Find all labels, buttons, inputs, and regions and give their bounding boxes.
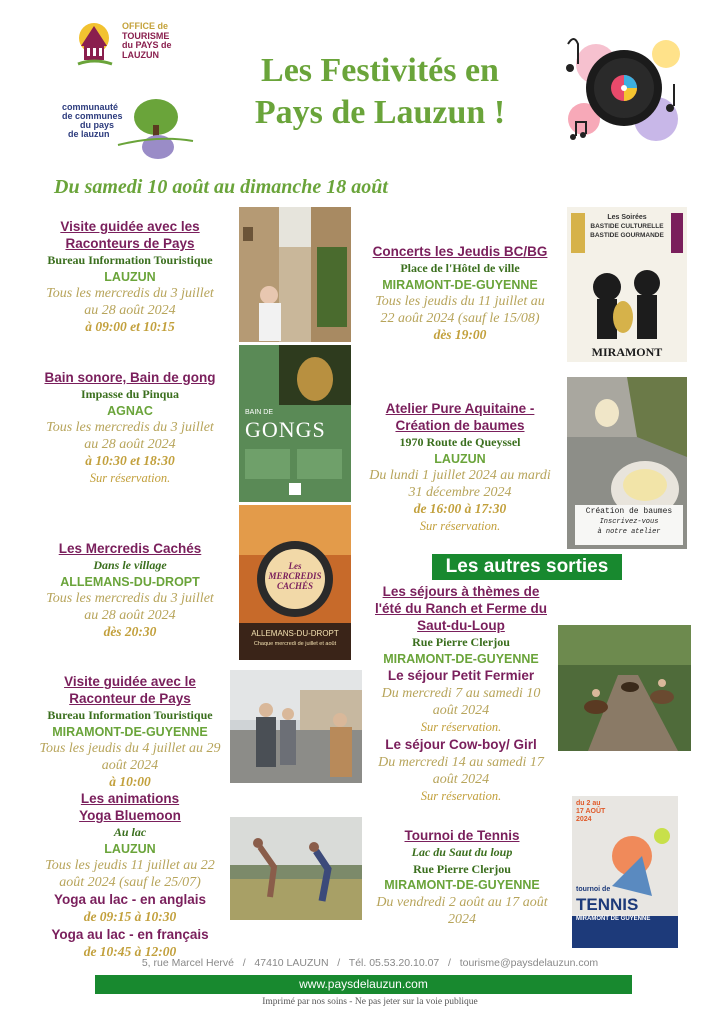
event-place: Rue Pierre Clerjou [412, 635, 510, 649]
office-logo-line4: LAUZUN [122, 49, 159, 60]
event-date-line1: Tous les jeudis du 11 juillet au [375, 294, 545, 309]
communaute-logo-line2: de communes [62, 111, 123, 121]
event-sejours-ranch [358, 583, 564, 804]
event-town: MIRAMONT-DE-GUYENNE [382, 277, 538, 292]
event-town: MIRAMONT-DE-GUYENNE [52, 724, 208, 739]
poster-bastide-culturelle [567, 207, 687, 362]
event-time: dès 20:30 [103, 624, 157, 639]
event-time-english: de 09:15 à 10:30 [83, 909, 177, 924]
communaute-logo-line1: communauté [62, 102, 119, 112]
tennis-poster-title: TENNIS [576, 895, 639, 914]
event-place: Au lac [113, 825, 147, 839]
event-session-english: Yoga au lac - en anglais [53, 892, 207, 907]
event-date-line1: Tous les mercredis du 3 juillet [46, 286, 214, 301]
event-date-line2: au 28 août 2024 [84, 437, 176, 452]
page-title-line2: Pays de Lauzun ! [254, 94, 506, 131]
event-place: Dans le village [93, 558, 167, 572]
event-bain-de-gong [28, 369, 232, 486]
event-date-line2: août 2024 (sauf le 25/07) [59, 875, 201, 890]
page-title [200, 50, 560, 134]
event-date-line2: 22 août 2024 (sauf le 15/08) [380, 311, 540, 326]
event-place-line2: Rue Pierre Clerjou [413, 861, 511, 876]
event-title-line2[interactable]: Création de baumes [395, 418, 525, 433]
event-place: Bureau Information Touristique [47, 253, 213, 267]
event-date-line2: au 28 août 2024 [84, 303, 176, 318]
event-place: 1970 Route de Queyssel [399, 435, 521, 449]
event-town: MIRAMONT-DE-GUYENNE [383, 651, 539, 666]
communaute-logo-line3: du pays [80, 120, 115, 130]
event-title-line1[interactable]: Les animations [80, 791, 180, 806]
event-title[interactable]: Les Mercredis Cachés [58, 541, 202, 556]
mercredis-poster-line2: MERCREDIS [268, 571, 322, 581]
event-title[interactable]: Bain sonore, Bain de gong [44, 370, 216, 385]
event-session-french: Yoga au lac - en français [51, 926, 209, 942]
event-concerts-jeudis [360, 243, 560, 344]
gongs-poster-line1: BAIN DE [245, 409, 274, 416]
event-town: MIRAMONT-DE-GUYENNE [384, 878, 540, 892]
page-title-line1: Les Festivités en [261, 52, 499, 89]
event-session-cowboy: Le séjour Cow-boy/ Girl [385, 736, 537, 752]
event-date-line2: août 2024 [101, 758, 159, 773]
event-time: de 16:00 à 17:30 [413, 501, 507, 516]
bastide-poster-line3: BASTIDE GOURMANDE [590, 232, 664, 239]
event-date-line1: Tous les jeudis du 4 juillet au 29 [39, 741, 221, 756]
bastide-poster-town: MIRAMONT [591, 345, 663, 359]
photo-creation-baumes [567, 377, 687, 549]
event-date-line1: Tous les mercredis du 3 juillet [46, 420, 214, 435]
event-date-line1: Tous les jeudis 11 juillet au 22 [45, 858, 215, 873]
event-title-line2[interactable]: Raconteurs de Pays [65, 236, 195, 251]
event-time: à 09:00 et 10:15 [85, 319, 175, 334]
event-session2-date-line1: Du mercredi 14 au samedi 17 [378, 754, 544, 770]
event-town: LAUZUN [104, 269, 156, 284]
mercredis-poster-line1: Les [288, 561, 302, 571]
photo-village-street [239, 207, 351, 342]
event-time: à 10:30 et 18:30 [85, 453, 175, 468]
other-outings-banner: Les autres sorties [432, 554, 622, 580]
event-reservation-note: Sur réservation. [419, 518, 501, 533]
tennis-poster-town: MIRAMONT DE GUYENNE [576, 916, 651, 922]
event-town: ALLEMANS-DU-DROPT [60, 574, 200, 589]
event-date-line2: 31 décembre 2024 [408, 485, 512, 500]
event-town: AGNAC [107, 403, 153, 418]
event-time: dès 19:00 [433, 327, 487, 342]
bastide-poster-line1: Les Soirées [607, 214, 647, 221]
event-title-line1[interactable]: Les séjours à thèmes de [382, 584, 540, 599]
event-title[interactable]: Tournoi de Tennis [404, 828, 520, 843]
event-place: Bureau Information Touristique [47, 708, 213, 722]
footer-address: 5, rue Marcel Hervé / 47410 LAUZUN / Tél. 05.53.20.10.07 / tourisme@paysdelauzun.com [141, 957, 599, 969]
event-title-line2[interactable]: Yoga Bluemoon [79, 808, 181, 823]
event-title-line1[interactable]: Visite guidée avec le [64, 674, 196, 689]
baumes-poster-line2: Inscrivez-vous [599, 518, 659, 526]
event-place: Impasse du Pinqua [80, 387, 180, 401]
event-session-petit-fermier: Le séjour Petit Fermier [387, 668, 535, 683]
event-atelier-pure-aquitaine [360, 400, 560, 534]
event-yoga-bluemoon [28, 790, 232, 960]
tennis-poster-line4: tournoi de [576, 886, 611, 893]
footer-website-link[interactable]: www.paysdelauzun.com [95, 975, 632, 994]
photo-horse-riding [558, 625, 691, 751]
event-town: LAUZUN [104, 841, 156, 856]
event-visite-guidee-lauzun [28, 218, 232, 336]
photo-yoga-lac [230, 817, 362, 920]
event-session1-date-line1: Du mercredi 7 au samedi 10 [381, 686, 541, 701]
event-town: LAUZUN [434, 451, 486, 466]
office-tourisme-logo [72, 16, 182, 72]
tennis-poster-line2: 17 AOÛT [576, 808, 606, 815]
event-place: Place de l'Hôtel de ville [400, 261, 520, 275]
event-place-line1: Lac du Saut du loup [411, 845, 513, 859]
event-date-line2: au 28 août 2024 [84, 608, 176, 623]
bastide-poster-line2: BASTIDE CULTURELLE [590, 223, 664, 230]
mercredis-poster-town: ALLEMANS-DU-DROPT [251, 629, 339, 638]
event-mercredis-caches [28, 540, 232, 641]
event-title-line3[interactable]: Saut-du-Loup [417, 618, 505, 633]
event-session1-note: Sur réservation. [420, 720, 502, 734]
poster-mercredis-caches [239, 505, 351, 660]
mercredis-poster-sub: Chaque mercredi de juillet et août [253, 641, 337, 647]
event-title[interactable]: Concerts les Jeudis BC/BG [372, 244, 548, 259]
poster-tournoi-tennis [572, 796, 678, 948]
footer-print-note: Imprimé par nos soins - Ne pas jeter sur la voie publique [262, 997, 478, 1007]
office-logo-line1: OFFICE de [122, 21, 169, 31]
event-title-line2[interactable]: Raconteur de Pays [69, 691, 191, 706]
office-logo-line3: du PAYS de [122, 40, 172, 50]
event-tournoi-tennis [360, 827, 564, 928]
communaute-logo-line4: de lauzun [68, 129, 110, 139]
event-visite-guidee-miramont [28, 673, 232, 791]
poster-bain-de-gongs [239, 345, 351, 502]
event-title-line1[interactable]: Visite guidée avec les [60, 219, 200, 234]
vinyl-record-icon [556, 24, 692, 152]
office-logo-line2: TOURISME [122, 30, 170, 41]
event-date-line1: Tous les mercredis du 3 juillet [46, 591, 214, 606]
event-session1-date-line2: août 2024 [432, 703, 490, 718]
event-date-line2: 2024 [448, 911, 476, 927]
event-session2-date-line2: août 2024 [432, 771, 490, 787]
mercredis-poster-line3: CACHÉS [276, 581, 314, 591]
event-title-line2[interactable]: l'été du Ranch et Ferme du [375, 601, 547, 616]
event-date-line1: Du vendredi 2 août au 17 août [376, 894, 548, 910]
gongs-poster-title: GONGS [245, 417, 326, 442]
date-range-heading: Du samedi 10 août au dimanche 18 août [54, 176, 388, 198]
event-reservation-note: Sur réservation. [89, 470, 171, 485]
communaute-communes-logo [58, 95, 198, 163]
event-time: à 10:00 [109, 774, 151, 789]
vinyl-music-illustration [556, 24, 692, 152]
tennis-poster-line3: 2024 [576, 816, 592, 823]
event-date-line1: Du lundi 1 juillet 2024 au mardi [369, 468, 551, 483]
baumes-poster-title: Création de baumes [585, 507, 673, 516]
event-time-french: de 10:45 à 12:00 [83, 943, 177, 959]
photo-group-visit [230, 670, 362, 783]
event-session2-note: Sur réservation. [420, 788, 502, 803]
event-title-line1[interactable]: Atelier Pure Aquitaine - [385, 401, 535, 416]
baumes-poster-line3: à notre atelier [597, 528, 661, 536]
tennis-poster-line1: du 2 au [576, 800, 601, 807]
